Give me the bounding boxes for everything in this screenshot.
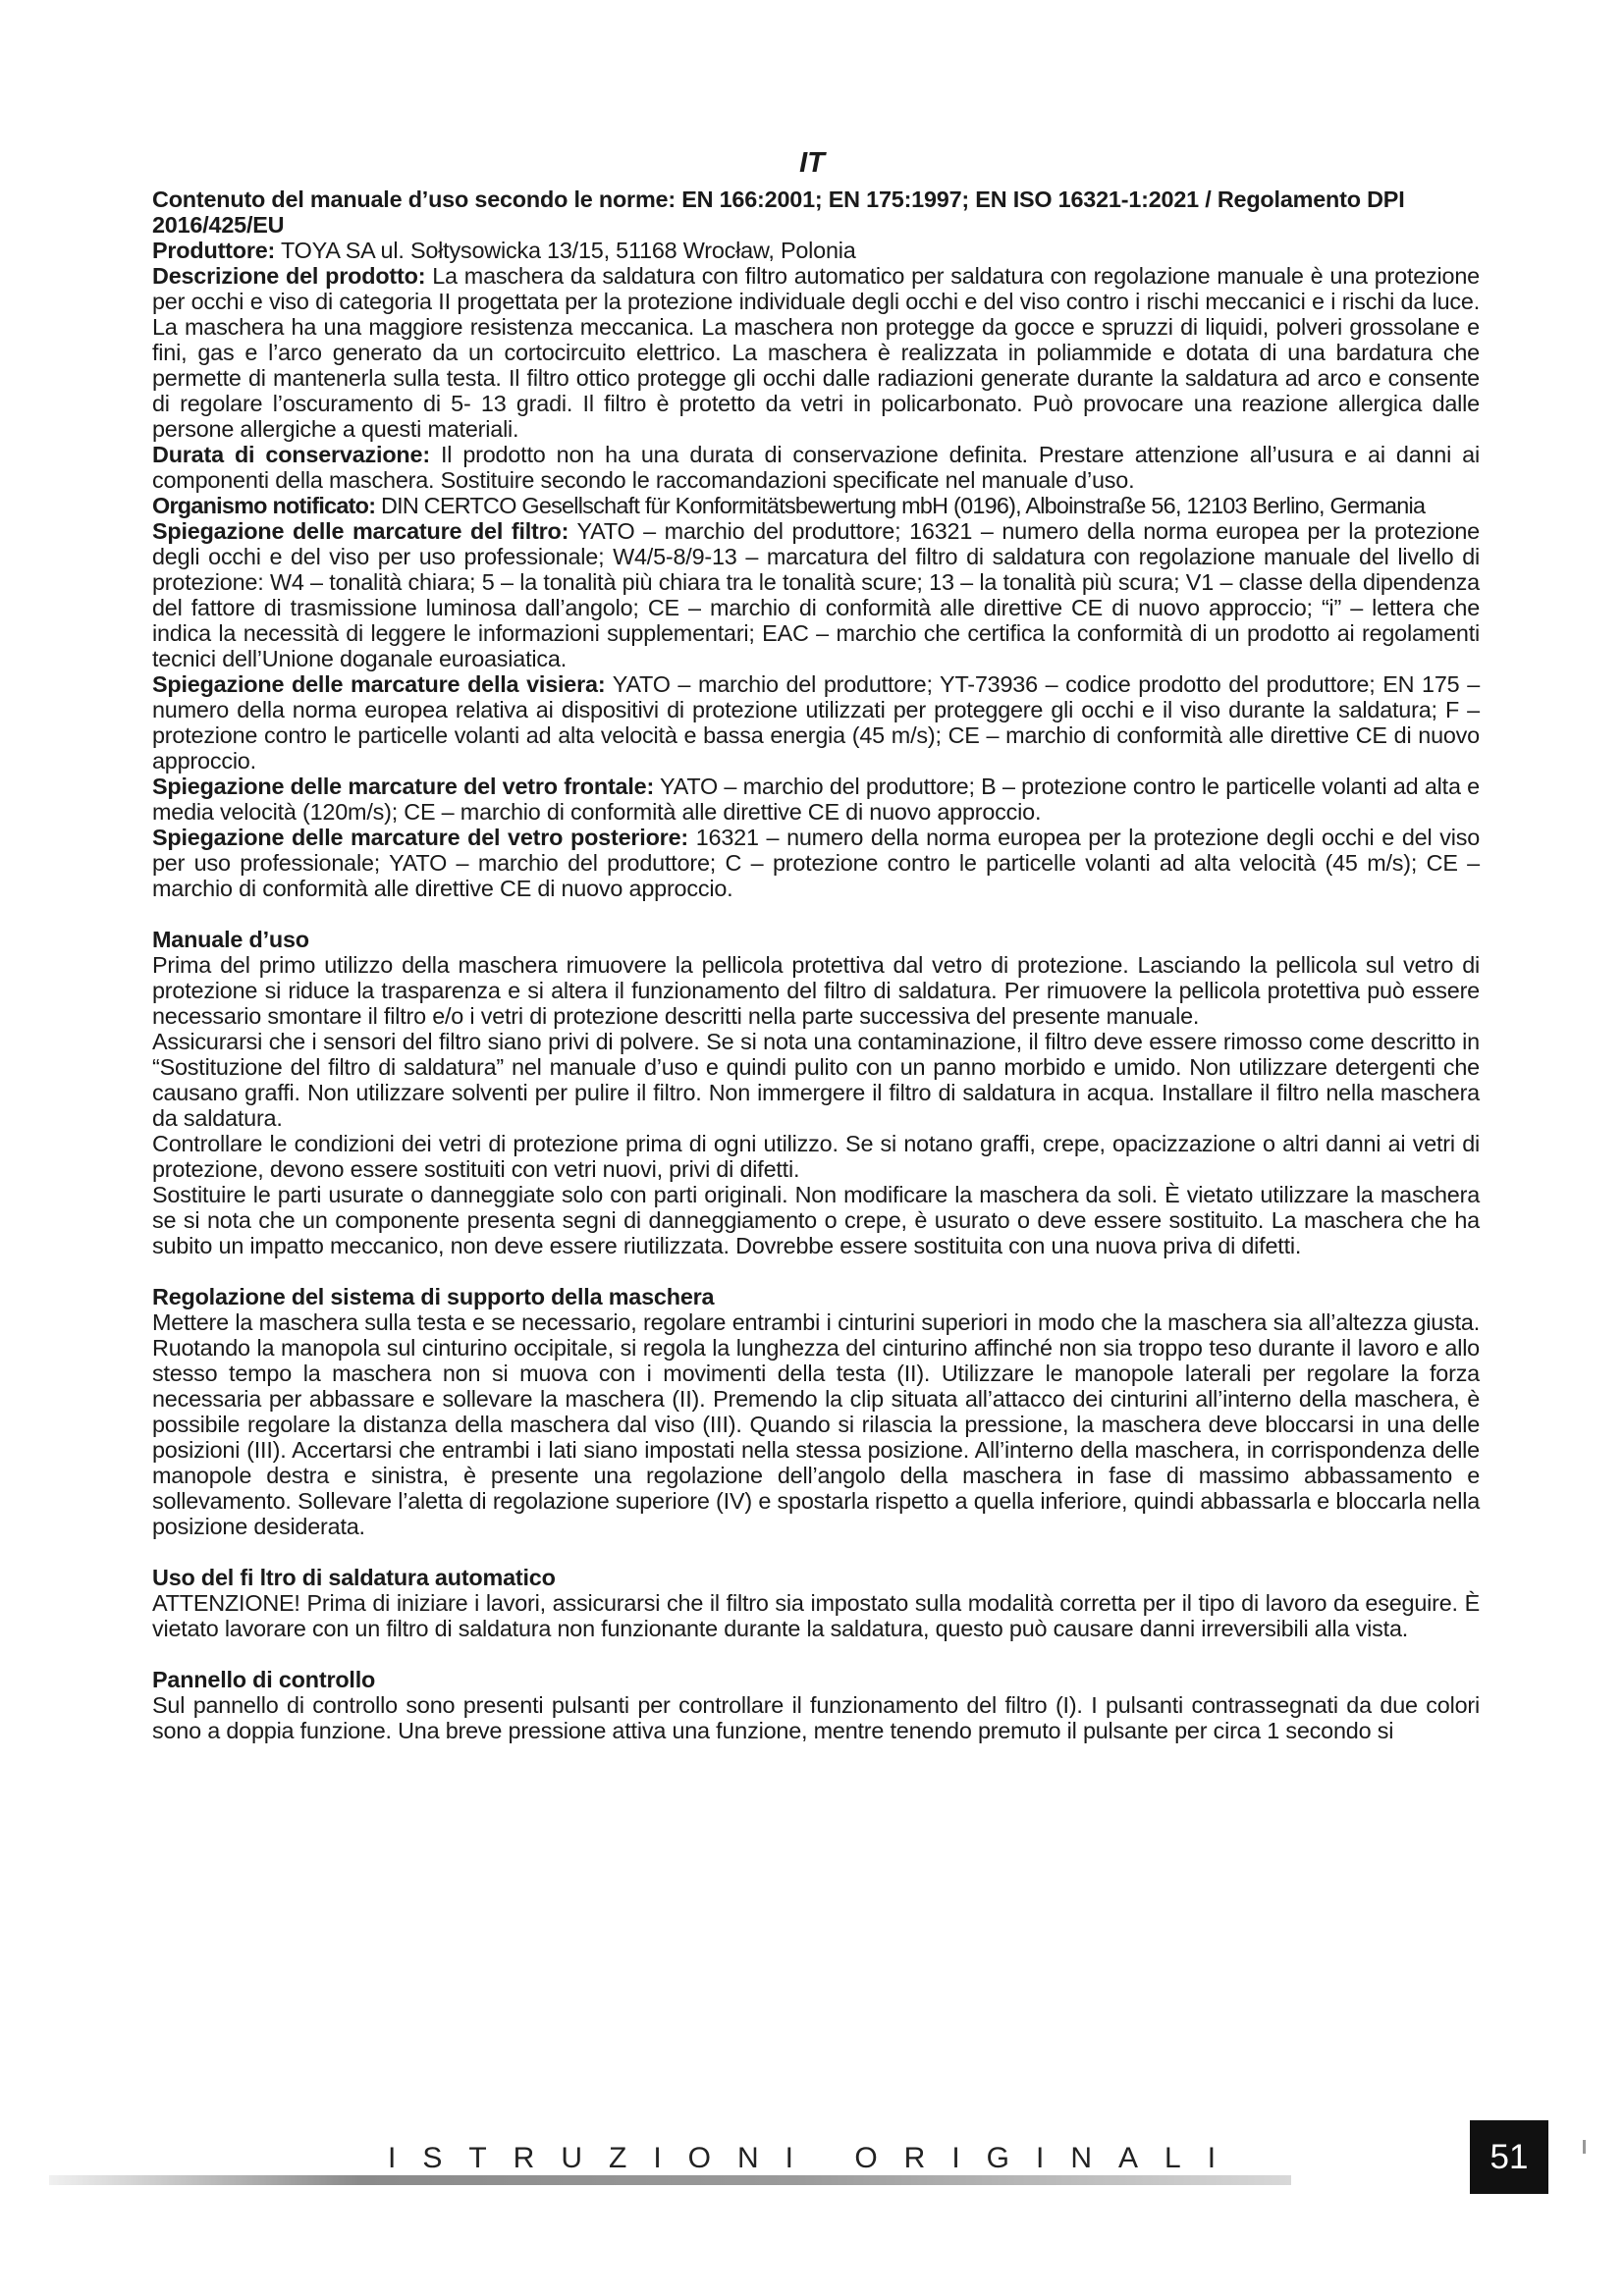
spec-label: Produttore: [152, 238, 276, 263]
spec-producer [152, 238, 1480, 263]
spec-text: 16321 – numero della norma europea per la protezione degli occhi e del viso per uso professionale; YATO – marchio del produttore; C – protezione contro le particelle volanti ad alta velocità (45 m/s); CE – marchio di conformità alle direttive CE di nuovo approccio. [152, 825, 1481, 901]
section-heading-support: Regolazione del sistema di supporto della maschera [152, 1284, 715, 1309]
paragraph: Assicurarsi che i sensori del filtro siano privi di polvere. Se si nota una contaminazione, il filtro deve essere rimosso come descritto in “Sostituzione del filtro di saldatura” nel manuale d’uso e quindi pulito con un panno morbido e umido. Non utilizzare detergenti che causano graffi. Non utilizzare solventi per pulire il filtro. Non immergere il filtro di saldatura in acqua. Installare il filtro nella maschera da saldatura. [152, 1029, 1480, 1131]
paragraph: Controllare le condizioni dei vetri di protezione prima di ogni utilizzo. Se si notano graffi, crepe, opacizzazione o altri danni ai vetri di protezione, devono essere sostituiti con vetri nuovi, privi di difetti. [152, 1131, 1480, 1182]
spec-front-glass-markings [152, 774, 1480, 825]
spec-text: Il prodotto non ha una durata di conservazione definita. Prestare attenzione all’usura e ai danni ai componenti della maschera. Sostituire secondo le raccomandazioni specificate nel manuale d’uso. [152, 442, 1480, 493]
spec-label: Spiegazione delle marcature del vetro posteriore: [152, 825, 688, 850]
spec-label: Spiegazione delle marcature della visiera: [152, 671, 606, 697]
paragraph: Prima del primo utilizzo della maschera rimuovere la pellicola protettiva dal vetro di protezione. Lasciando la pellicola sul vetro di protezione si riduce la trasparenza e si altera il funzionamento del filtro di saldatura. Per rimuovere la pellicola protettiva può essere necessario smontare il filtro e/o i vetri di protezione descritti nella parte successiva del presente manuale. [152, 952, 1480, 1029]
document-body [152, 187, 1480, 1743]
section-heading-panel: Pannello di controllo [152, 1667, 376, 1692]
spec-label: Organismo notificato: [152, 493, 376, 518]
spec-shelf-life [152, 442, 1480, 493]
paragraph: ATTENZIONE! Prima di iniziare i lavori, assicurarsi che il filtro sia impostato sulla modalità corretta per il tipo di lavoro da eseguire. È vietato lavorare con un filtro di saldatura non funzionante durante la saldatura, questo può causare danni irreversibili alla vista. [152, 1590, 1480, 1641]
spec-visor-markings [152, 671, 1480, 774]
spec-label: Descrizione del prodotto: [152, 263, 426, 289]
spec-text: YATO – marchio del produttore; B – protezione contro le particelle volanti ad alta e media velocità (120m/s); CE – marchio di conformità alle direttive CE di nuovo approccio. [152, 774, 1480, 825]
paragraph: Sul pannello di controllo sono presenti pulsanti per controllare il funzionamento del filtro (I). I pulsanti contrassegnati da due colori sono a doppia funzione. Una breve pressione attiva una funzione, mentre tenendo premuto il pulsante per circa 1 secondo si [152, 1692, 1480, 1743]
spec-text: TOYA SA ul. Sołtysowicka 13/15, 51168 Wrocław, Polonia [275, 238, 856, 263]
spec-text: YATO – marchio del produttore; 16321 – numero della norma europea per la protezione degli occhi e del viso per uso professionale; W4/5-8/9-13 – marcatura del filtro di saldatura con regolazione manuale del livello di protezione: W4 – tonalità chiara; 5 – la tonalità più chiara tra le tonalità scure; 13 – la tonalità più scura; V1 – classe della dipendenza del fattore di trasmissione luminosa dall’angolo; CE – marchio di conformità alle direttive CE di nuovo approccio; “i” – lettera che indica la necessità di leggere le informazioni supplementari; EAC – marchio che certifica la conformità di un prodotto ai regolamenti tecnici dell’Unione doganale euroasiatica. [152, 518, 1480, 671]
footer-label: ISTRUZIONI ORIGINALI [388, 2142, 1243, 2174]
spec-text: YATO – marchio del produttore; YT-73936 – codice prodotto del produttore; EN 175 – numero della norma europea relativa ai dispositivi di protezione utilizzati per proteggere gli occhi e il viso durante la saldatura; F – protezione contro le particelle volanti ad alta velocità e bassa energia (45 m/s); CE – marchio di conformità alle direttive CE di nuovo approccio. [152, 671, 1480, 774]
paragraph: Sostituire le parti usurate o danneggiate solo con parti originali. Non modificare la maschera da soli. È vietato utilizzare la maschera se si nota che un componente presenta segni di danneggiamento o crepe, è usurato o deve essere sostituito. La maschera che ha subito un impatto meccanico, non deve essere riutilizzata. Dovrebbe essere sostituita con una nuova priva di difetti. [152, 1182, 1480, 1258]
spec-text: La maschera da saldatura con filtro automatico per saldatura con regolazione manuale è una protezione per occhi e viso di categoria II progettata per la protezione individuale degli occhi e del viso contro i rischi meccanici e i rischi da luce. La maschera ha una maggiore resistenza meccanica. La maschera non protegge da gocce e spruzzi di liquidi, polveri grossolane e fini, gas e l’arco generato da un cortocircuito elettrico. La maschera è realizzata in poliammide e dotata di una bardatura che permette di mantenerla sulla testa. Il filtro ottico protegge gli occhi dalle radiazioni generate durante la saldatura ad arco e consente di regolare l’oscuramento di 5- 13 gradi. Il filtro è protetto da vetri in policarbonato. Può provocare una reazione allergica dalle persone allergiche a questi materiali. [152, 263, 1480, 442]
spec-label: Spiegazione delle marcature del filtro: [152, 518, 569, 544]
document-title: Contenuto del manuale d’uso secondo le norme: EN 166:2001; EN 175:1997; EN ISO 16321-1:2021 / Regolamento DPI 2016/425/EU [152, 187, 1405, 238]
spec-filter-markings [152, 518, 1480, 671]
spec-label: Durata di conservazione: [152, 442, 430, 467]
edge-mark [1583, 2140, 1586, 2154]
footer-bar [49, 2175, 1291, 2185]
page-number: 51 [1470, 2120, 1548, 2194]
spec-description [152, 263, 1480, 442]
paragraph: Mettere la maschera sulla testa e se necessario, regolare entrambi i cinturini superiori in modo che la maschera sia all’altezza giusta. Ruotando la manopola sul cinturino occipitale, si regola la lunghezza del cinturino affinché non sia troppo teso durante il lavoro e allo stesso tempo la maschera non si muova con i movimenti della testa (II). Utilizzare le manopole laterali per regolare la forza necessaria per abbassare e sollevare la maschera (II). Premendo la clip situata all’attacco dei cinturini all’interno della maschera, è possibile regolare la distanza della maschera dal viso (III). Quando si rilascia la pressione, la maschera deve bloccarsi in una delle posizioni (III). Accertarsi che entrambi i lati siano impostati nella stessa posizione. All’interno della maschera, in corrispondenza delle manopole destra e sinistra, è presente una regolazione dell’angolo della maschera in fase di massimo abbassamento e sollevamento. Sollevare l’aletta di regolazione superiore (IV) e spostarla rispetto a quella inferiore, quindi abbassarla e bloccarla nella posizione desiderata. [152, 1309, 1480, 1539]
section-heading-filter: Uso del fi ltro di saldatura automatico [152, 1565, 556, 1590]
spec-text: DIN CERTCO Gesellschaft für Konformitätsbewertung mbH (0196), Alboinstraße 56, 12103 Berlino, Germania [375, 493, 1426, 518]
spec-notified-body [152, 493, 1480, 518]
spec-label: Spiegazione delle marcature del vetro frontale: [152, 774, 655, 799]
language-code: IT [799, 147, 825, 179]
spec-rear-glass-markings [152, 825, 1480, 901]
section-heading-manual: Manuale d’uso [152, 927, 309, 952]
